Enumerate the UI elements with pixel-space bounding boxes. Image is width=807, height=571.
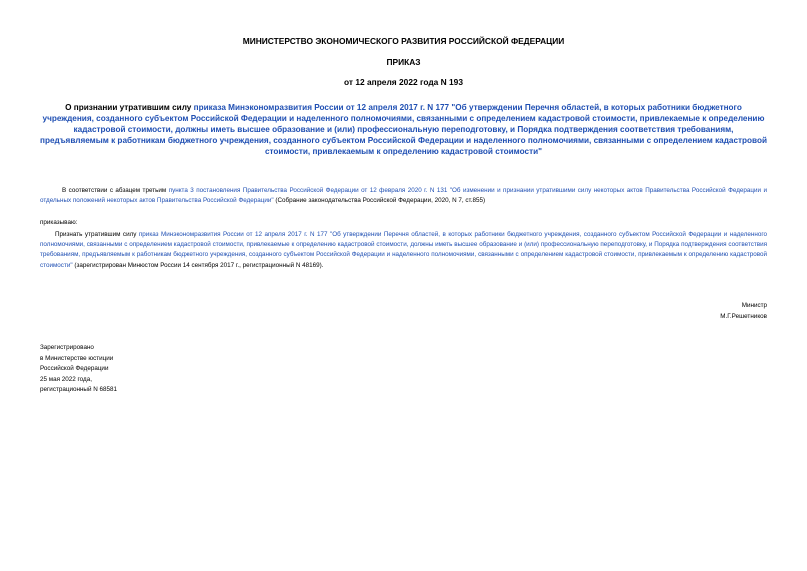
document-title [40, 102, 767, 157]
registration-line-2: в Министерстве юстиции [40, 354, 114, 362]
registration-line-3: Российской Федерации [40, 365, 109, 372]
preamble-paragraph [40, 186, 767, 206]
ministry-name: МИНИСТЕРСТВО ЭКОНОМИЧЕСКОГО РАЗВИТИЯ РОССИЙСКОЙ ФЕДЕРАЦИИ [242, 36, 565, 46]
registration-number: регистрационный N 68581 [40, 386, 118, 393]
registration-block [40, 343, 117, 396]
title-prefix: О признании утратившим силу [65, 103, 194, 112]
preamble-suffix: (Собрание законодательства Российской Федерации, 2020, N 7, ст.855) [273, 197, 486, 205]
operative-prefix: Признать утратившим силу [55, 231, 139, 238]
order-verb: приказываю: [40, 219, 78, 226]
signatory-position: Министр [741, 302, 767, 309]
registration-date: 25 мая 2022 года, [40, 375, 92, 383]
document-type: ПРИКАЗ [386, 57, 421, 67]
repealed-order-link[interactable]: приказ Минэкономразвития России от 12 апреля 2017 г. N 177 "Об утверждении Перечня областей, в которых работники бюджетного учреждения, созданного субъектом Российской Федерации и наделенного полномочиями, связанными с определением кадастровой стоимости, привлекаемые к определению кадастровой стоимости, должны иметь высшее образование и (или) профессиональную переподготовку, и Порядка подтверждения соответствия требованиям, предъявляемым к работникам бюджетного учреждения, созданного субъектом Российской Федерации и наделенного полномочиями, связанными с определением кадастровой стоимости, привлекаемым к определению кадастровой стоимости" [40, 231, 768, 269]
signature-block [720, 301, 767, 322]
document-date-number: от 12 апреля 2022 года N 193 [344, 77, 463, 87]
operative-suffix: (зарегистрирован Минюстом России 14 сентября 2017 г., регистрационный N 48169). [72, 261, 324, 269]
signatory-name: М.Г.Решетников [720, 312, 767, 320]
operative-paragraph [40, 230, 767, 271]
registration-line-1: Зарегистрировано [40, 344, 94, 351]
government-decree-link[interactable]: пункта 3 постановления Правительства Российской Федерации от 12 февраля 2020 г. N 131 "Об изменении и признании утратившими силу некоторых актов Правительства Российской Федерации и отдельных положений некоторых актов Правительства Российской Федерации" [40, 187, 767, 205]
title-order-link[interactable]: приказа Минэкономразвития России от 12 апреля 2017 г. N 177 "Об утверждении Перечня областей, в которых работники бюджетного учреждения, созданного субъектом Российской Федерации и наделенного полномочиями, связанными с определением кадастровой стоимости, привлекаемые к определению кадастровой стоимости, должны иметь высшее образование и (или) профессиональную переподготовку, и Порядка подтверждения соответствия требованиям, предъявляемым к работникам бюджетного учреждения, созданного субъектом Российской Федерации и наделенного полномочиями, связанными с определением кадастровой стоимости, привлекаемым к определению кадастровой стоимости" [40, 103, 768, 156]
preamble-prefix: В соответствии с абзацем третьим [62, 187, 169, 194]
